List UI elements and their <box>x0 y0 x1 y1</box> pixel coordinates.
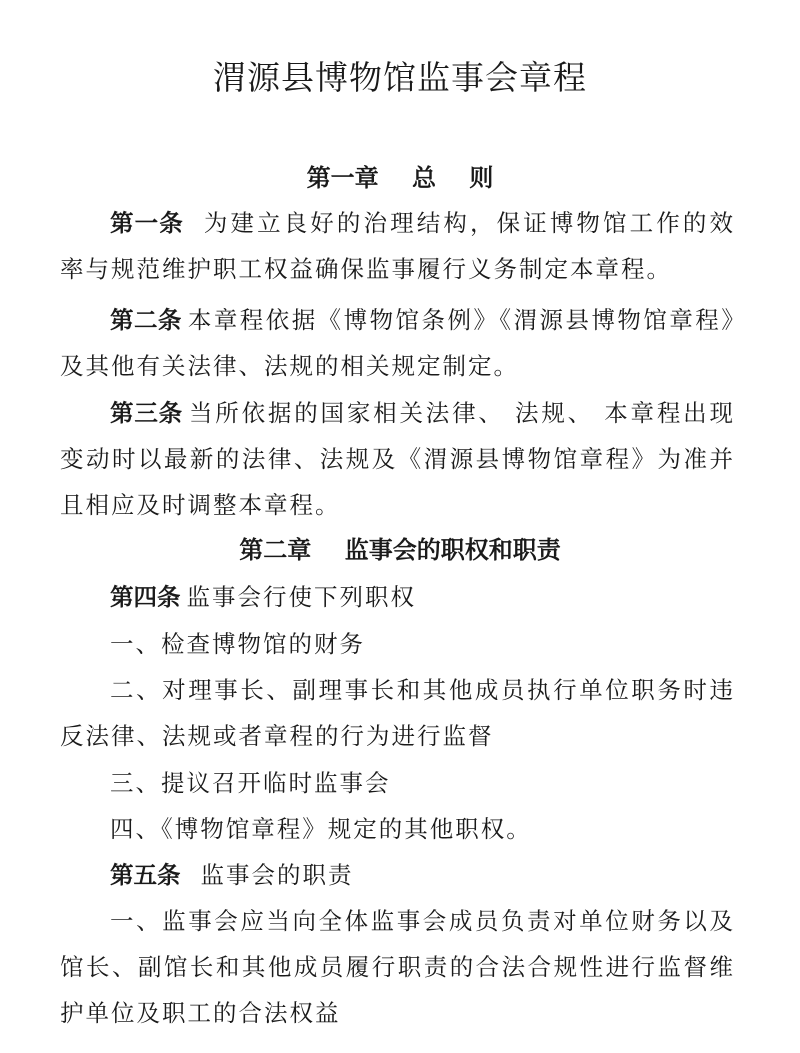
article-4-item-3: 三、提议召开临时监事会 <box>110 769 391 797</box>
article-1 <box>60 200 735 292</box>
chapter-2-heading: 第二章 监事会的职权和职责 <box>239 536 561 564</box>
article-3-label: 第三条 <box>110 399 183 427</box>
article-4-text: 监事会行使下列职权 <box>186 583 416 611</box>
article-3-text: 当所依据的国家相关法律、 法规、 本章程出现变动时以最新的法律、法规及《渭源县博物馆章程》为准并且相应及时调整本章程。 <box>60 399 735 519</box>
article-4-item-1: 一、检查博物馆的财务 <box>110 630 365 658</box>
article-4-item-4: 四、《博物馆章程》规定的其他职权。 <box>110 815 532 843</box>
article-2 <box>60 297 735 389</box>
article-1-label: 第一条 <box>110 209 184 237</box>
article-5-label: 第五条 <box>110 861 181 889</box>
article-4-label: 第四条 <box>110 583 181 611</box>
article-5 <box>60 852 735 898</box>
chapter-1-heading: 第一章 总 则 <box>306 164 494 192</box>
article-4-item-2: 二、对理事长、副理事长和其他成员执行单位职务时违反法律、法规或者章程的行为进行监督 <box>60 676 735 750</box>
article-1-text: 为建立良好的治理结构，保证博物馆工作的效率与规范维护职工权益确保监事履行义务制定本章程。 <box>60 209 736 283</box>
article-5-text: 监事会的职责 <box>200 861 354 889</box>
article-3 <box>60 390 735 528</box>
article-4 <box>60 574 735 620</box>
document-title: 渭源县博物馆监事会章程 <box>213 58 587 97</box>
article-2-text: 本章程依据《博物馆条例》《渭源县博物馆章程》及其他有关法律、法规的相关规定制定。 <box>60 306 735 380</box>
article-2-label: 第二条 <box>110 306 182 334</box>
article-5-item-1: 一、监事会应当向全体监事会成员负责对单位财务以及馆长、副馆长和其他成员履行职责的合法合规性进行监督维护单位及职工的合法权益 <box>60 907 735 1027</box>
